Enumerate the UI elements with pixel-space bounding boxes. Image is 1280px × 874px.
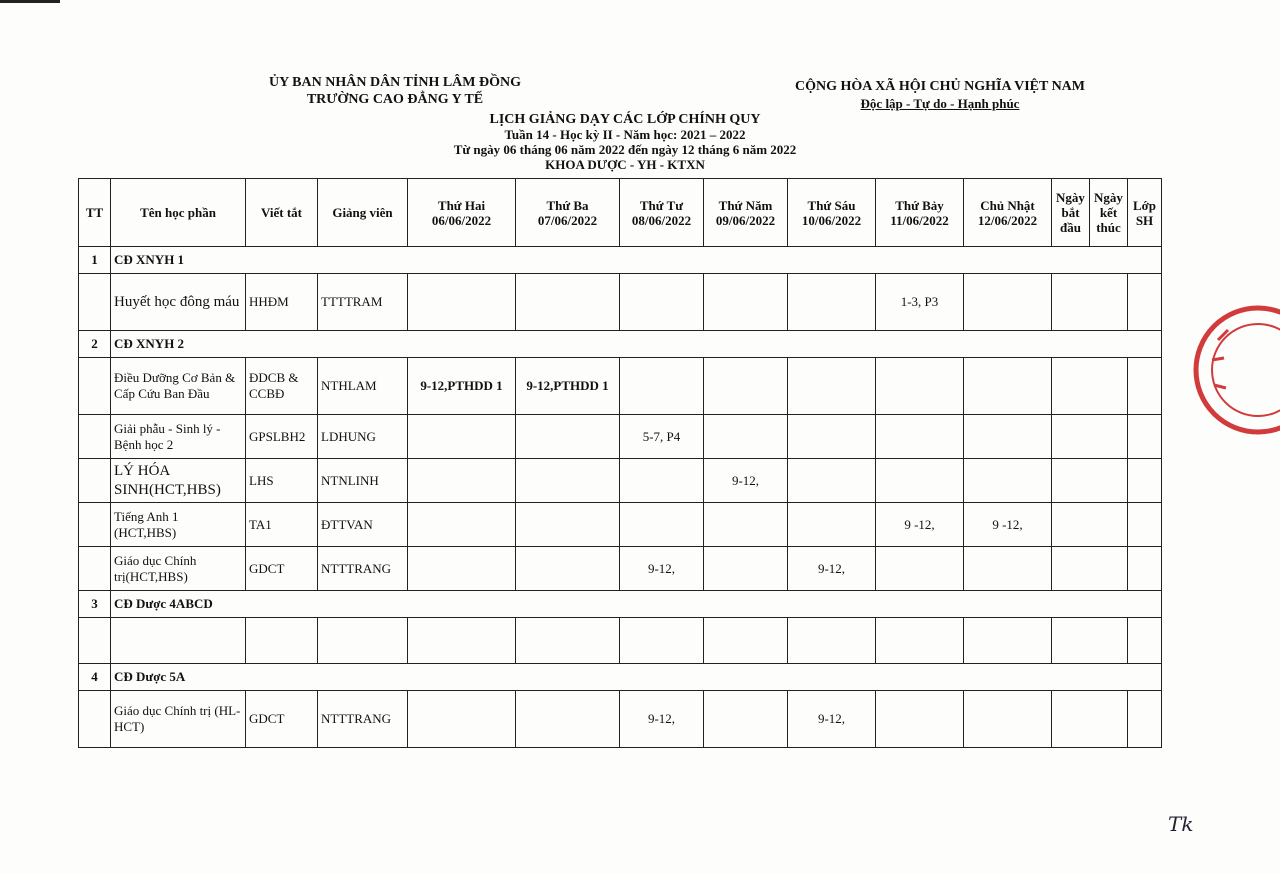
official-seal-stamp [1188,300,1280,440]
table-row [79,274,1162,331]
session-sat: 1-3, P3 [876,274,964,331]
subject-cell: LÝ HÓA SINH(HCT,HBS) [111,459,246,503]
col-abbr: Viết tắt [246,179,318,247]
group-number: 2 [79,331,111,358]
teacher-cell: LDHUNG [318,415,408,459]
issuer-province: ỦY BAN NHÂN DÂN TỈNH LÂM ĐỒNG [268,75,521,90]
group-number: 3 [79,591,111,618]
col-tt: TT [79,179,111,247]
subject-cell: Tiếng Anh 1 (HCT,HBS) [111,503,246,547]
table-row [79,459,1162,503]
group-row [79,247,1162,274]
title-faculty: KHOA DƯỢC - YH - KTXN [545,157,705,172]
session-sun: 9 -12, [964,503,1052,547]
session-wed: 9-12, [620,547,704,591]
scan-edge-mark [0,0,60,3]
table-row [79,503,1162,547]
national-header [760,78,1120,112]
col-sat: Thứ Bảy 11/06/2022 [876,179,964,247]
group-name: CĐ XNYH 1 [111,247,1162,274]
subject-cell: Giải phẫu - Sinh lý - Bệnh học 2 [111,415,246,459]
session-wed: 9-12, [620,691,704,748]
signature-mark: Tk [1168,812,1194,836]
col-thu: Thứ Năm 09/06/2022 [704,179,788,247]
issuer-school: TRƯỜNG CAO ĐẲNG Y TẾ [306,92,484,107]
teacher-cell: ĐTTVAN [318,503,408,547]
abbr-cell: TA1 [246,503,318,547]
session-fri: 9-12, [788,691,876,748]
group-number: 4 [79,664,111,691]
document-title [380,112,870,172]
session-tue: 9-12,PTHDD 1 [516,358,620,415]
header-row [79,179,1162,247]
national-motto: Độc lập - Tự do - Hạnh phúc [860,96,1020,111]
title-date-range: Từ ngày 06 tháng 06 năm 2022 đến ngày 12 tháng 6 năm 2022 [453,142,797,157]
teacher-cell: NTTTRANG [318,691,408,748]
group-number: 1 [79,247,111,274]
title-week: Tuần 14 - Học kỳ II - Năm học: 2021 – 2022 [504,127,746,142]
table-row [79,618,1162,664]
session-sat: 9 -12, [876,503,964,547]
table-row [79,358,1162,415]
abbr-cell: GPSLBH2 [246,415,318,459]
abbr-cell: GDCT [246,691,318,748]
col-mon: Thứ Hai 06/06/2022 [408,179,516,247]
teacher-cell: NTHLAM [318,358,408,415]
abbr-cell: GDCT [246,547,318,591]
teacher-cell: TTTTRAM [318,274,408,331]
subject-cell: Giáo dục Chính trị (HL-HCT) [111,691,246,748]
subject-cell: Giáo dục Chính trị(HCT,HBS) [111,547,246,591]
abbr-cell: HHĐM [246,274,318,331]
schedule-table [78,178,1162,748]
col-wed: Thứ Tư 08/06/2022 [620,179,704,247]
teacher-cell: NTNLINH [318,459,408,503]
col-fri: Thứ Sáu 10/06/2022 [788,179,876,247]
group-name: CĐ Dược 4ABCD [111,591,1162,618]
subject-cell: Điều Dưỡng Cơ Bản & Cấp Cứu Ban Đầu [111,358,246,415]
table-row [79,691,1162,748]
session-mon: 9-12,PTHDD 1 [408,358,516,415]
col-tue: Thứ Ba 07/06/2022 [516,179,620,247]
teacher-cell: NTTTRANG [318,547,408,591]
group-row [79,331,1162,358]
col-class: Lớp SH [1128,179,1162,247]
group-row [79,664,1162,691]
group-name: CĐ XNYH 2 [111,331,1162,358]
abbr-cell: LHS [246,459,318,503]
col-sun: Chủ Nhật 12/06/2022 [964,179,1052,247]
session-fri: 9-12, [788,547,876,591]
col-end: Ngày kết thúc [1090,179,1128,247]
col-teacher: Giảng viên [318,179,408,247]
col-start: Ngày bắt đầu [1052,179,1090,247]
title-main: LỊCH GIẢNG DẠY CÁC LỚP CHÍNH QUY [489,112,761,127]
table-row [79,415,1162,459]
issuer-header [240,74,550,108]
session-wed: 5-7, P4 [620,415,704,459]
group-name: CĐ Dược 5A [111,664,1162,691]
col-subject: Tên học phần [111,179,246,247]
abbr-cell: ĐDCB & CCBĐ [246,358,318,415]
subject-cell: Huyết học đông máu [111,274,246,331]
session-thu: 9-12, [704,459,788,503]
group-row [79,591,1162,618]
table-row [79,547,1162,591]
national-name: CỘNG HÒA XÃ HỘI CHỦ NGHĨA VIỆT NAM [794,79,1085,94]
